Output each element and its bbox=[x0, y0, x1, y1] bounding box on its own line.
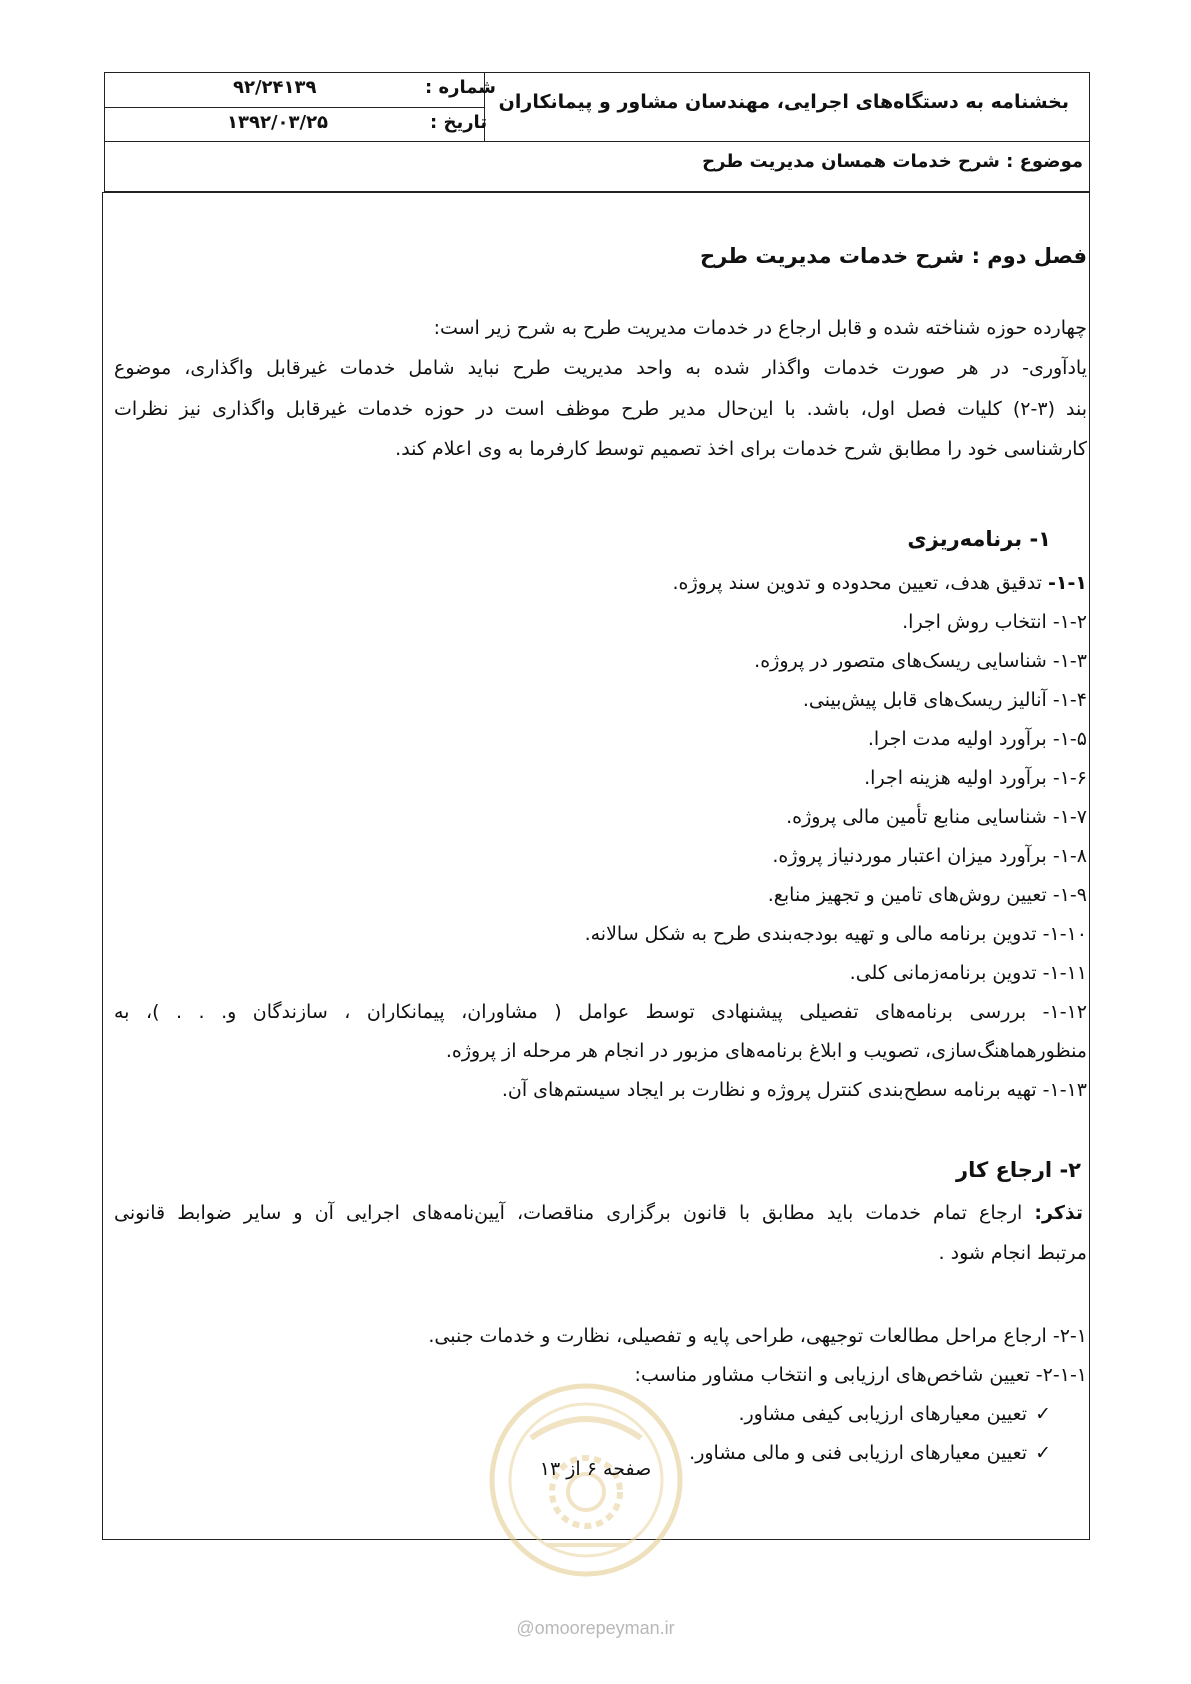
item-text: تدقیق هدف، تعیین محدوده و تدوین سند پروژه. bbox=[672, 572, 1049, 594]
list-item: ۱-۵- برآورد اولیه مدت اجرا. bbox=[867, 728, 1087, 750]
check-mark-icon: ✓ bbox=[1035, 1442, 1051, 1464]
list-item: ۱-۸- برآورد میزان اعتبار موردنیاز پروژه. bbox=[772, 845, 1087, 867]
list-item: ۲-۱-۱- تعیین شاخص‌های ارزیابی و انتخاب مشاور مناسب: bbox=[634, 1364, 1087, 1386]
list-item: ۱-۱۰- تدوین برنامه مالی و تهیه بودجه‌بندی طرح به شکل سالانه. bbox=[584, 923, 1087, 945]
number-value: ۹۲/۲۴۱۳۹ bbox=[233, 77, 317, 98]
list-item: ۱-۱۱- تدوین برنامه‌زمانی کلی. bbox=[849, 962, 1087, 984]
chapter-title: فصل دوم : شرح خدمات مدیریت طرح bbox=[700, 244, 1087, 268]
list-item: ۱-۶- برآورد اولیه هزینه اجرا. bbox=[864, 767, 1087, 789]
list-item: ۱-۳- شناسایی ریسک‌های متصور در پروژه. bbox=[754, 650, 1087, 672]
date-label: تاریخ : bbox=[430, 112, 488, 133]
intro-line: کارشناسی خود را مطابق شرح خدمات برای اخذ تصمیم توسط کارفرما به وی اعلام کند. bbox=[395, 438, 1087, 460]
list-item bbox=[672, 563, 1087, 603]
circular-title: بخشنامه به دستگاه‌های اجرایی، مهندسان مشاور و پیمانکاران bbox=[498, 91, 1069, 113]
subject: موضوع : شرح خدمات همسان مدیریت طرح bbox=[702, 151, 1083, 172]
section-2-title: ۲- ارجاع کار bbox=[955, 1158, 1081, 1182]
list-item: ۲-۱- ارجاع مراحل مطالعات توجیهی، طراحی پایه و تفصیلی، نظارت و خدمات جنبی. bbox=[428, 1325, 1087, 1347]
note-text: ارجاع تمام خدمات باید مطابق با قانون برگزاری مناقصات، آیین‌نامه‌های اجرایی آن و سایر ضوابط قانونی bbox=[114, 1202, 1035, 1224]
note-continued: مرتبط انجام شود . bbox=[938, 1242, 1087, 1264]
list-item: ۱-۹- تعیین روش‌های تامین و تجهیز منابع. bbox=[767, 884, 1087, 906]
check-item-text: تعیین معیارهای ارزیابی فنی و مالی مشاور. bbox=[689, 1442, 1028, 1464]
list-item: ۱-۱۲- بررسی برنامه‌های تفصیلی پیشنهادی توسط عوامل ( مشاوران، پیمانکاران ، سازندگان و. . . )، به bbox=[114, 1001, 1087, 1023]
header-table bbox=[104, 72, 1090, 192]
intro-line: یادآوری- در هر صورت خدمات واگذار شده به واحد مدیریت طرح نباید شامل خدمات غیرقابل واگذاری، موضوع bbox=[114, 357, 1087, 379]
item-number: ۱-۱- bbox=[1048, 572, 1087, 594]
list-item: ۱-۱۳- تهیه برنامه سطح‌بندی کنترل پروژه و نظارت بر ایجاد سیستم‌های آن. bbox=[501, 1079, 1087, 1101]
check-item-text: تعیین معیارهای ارزیابی کیفی مشاور. bbox=[738, 1403, 1028, 1425]
check-mark-icon: ✓ bbox=[1035, 1403, 1051, 1425]
check-item bbox=[738, 1394, 1051, 1434]
divider bbox=[105, 141, 1089, 142]
list-item: ۱-۲- انتخاب روش اجرا. bbox=[902, 611, 1087, 633]
note-label: تذکر: bbox=[1034, 1202, 1083, 1224]
list-item: ۱-۴- آنالیز ریسک‌های قابل پیش‌بینی. bbox=[802, 689, 1087, 711]
section-1-title: ۱- برنامه‌ریزی bbox=[907, 527, 1051, 551]
list-item: ۱-۷- شناسایی منابع تأمین مالی پروژه. bbox=[786, 806, 1087, 828]
intro-line: بند (۳-۲) کلیات فصل اول، باشد. با این‌حال مدیر طرح موظف است در حوزه خدمات غیرقابل واگذاری نیز نظرات bbox=[114, 398, 1087, 420]
number-label: شماره : bbox=[425, 77, 496, 98]
list-item-continued: منظورهماهنگ‌سازی، تصویب و ابلاغ برنامه‌های مزبور در انجام هر مرحله از پروژه. bbox=[445, 1040, 1087, 1062]
watermark: @omoorepeyman.ir bbox=[516, 1618, 675, 1638]
seal-stamp bbox=[486, 1380, 686, 1580]
note-paragraph bbox=[114, 1193, 1083, 1233]
date-value: ۱۳۹۲/۰۳/۲۵ bbox=[227, 112, 329, 133]
divider bbox=[105, 107, 484, 108]
page-number: صفحه ۶ از ۱۳ bbox=[539, 1458, 652, 1480]
intro-line: چهارده حوزه شناخته شده و قابل ارجاع در خدمات مدیریت طرح به شرح زیر است: bbox=[433, 317, 1087, 339]
